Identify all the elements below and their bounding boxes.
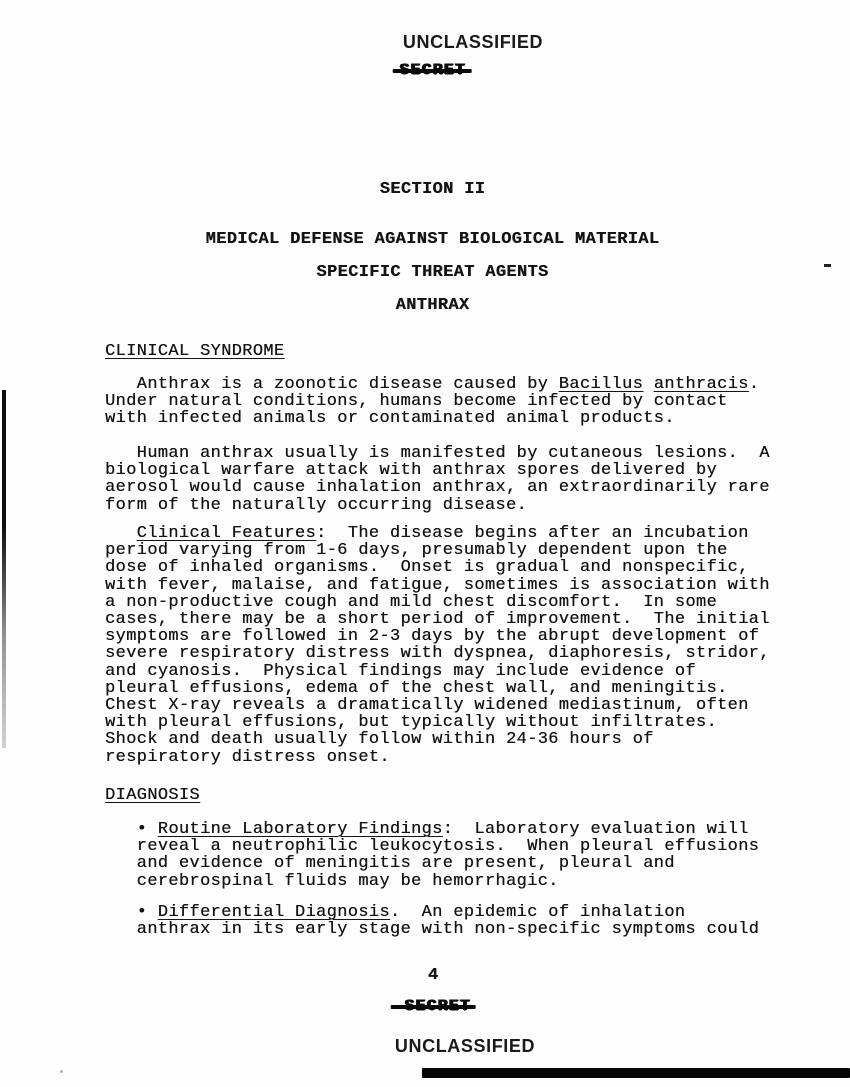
text-line: Chest X-ray reveals a dramatically widened mediastinum, often <box>105 696 749 716</box>
document-subtitle: SPECIFIC THREAT AGENTS <box>316 263 549 282</box>
classification-banner-bottom: UNCLASSIFIED <box>394 1036 536 1056</box>
text-line: with infected animals or contaminated animal products. <box>105 409 675 429</box>
page-number: 4 <box>427 966 439 985</box>
text-line: • Routine Laboratory Findings: Laboratory evaluation will <box>105 820 749 839</box>
bullet-routine-laboratory-findings <box>105 821 805 890</box>
text-line: Anthrax is a zoonotic disease caused by Bacillus anthracis. <box>105 375 760 394</box>
struck-secret-stamp-top <box>400 61 467 79</box>
text-line: with pleural effusions, but typically without infiltrates. <box>105 713 717 733</box>
diagnosis-heading: DIAGNOSIS <box>105 786 200 805</box>
text-line: Shock and death usually follow within 24-36 hours of <box>105 730 654 750</box>
margin-dash-mark <box>824 264 831 267</box>
text-line: aerosol would cause inhalation anthrax, an extraordinarily rare <box>105 478 770 498</box>
text-line: cerebrospinal fluids may be hemorrhagic. <box>105 871 559 891</box>
text-line: dose of inhaled organisms. Onset is gradual and nonspecific, <box>105 558 749 578</box>
text-line: pleural effusions, edema of the chest wall, and meningitis. <box>105 678 728 698</box>
margin-change-bar <box>2 390 6 748</box>
agent-heading: ANTHRAX <box>395 296 470 315</box>
document-title: MEDICAL DEFENSE AGAINST BIOLOGICAL MATERIAL <box>205 230 660 249</box>
text-line: anthrax in its early stage with non-specific symptoms could <box>105 920 760 940</box>
classification-banner-top: UNCLASSIFIED <box>402 32 544 52</box>
struck-secret-stamp-bottom <box>405 997 472 1015</box>
section-heading: SECTION II <box>379 180 486 199</box>
clinical-syndrome-heading: CLINICAL SYNDROME <box>105 342 285 361</box>
text-line: cases, there may be a short period of improvement. The initial <box>105 610 770 630</box>
text-line: severe respiratory distress with dyspnea, diaphoresis, stridor, <box>105 644 770 664</box>
paragraph-zoonotic-intro <box>105 376 805 428</box>
strikethrough-mark <box>391 1005 476 1009</box>
redaction-bar <box>422 1068 850 1078</box>
text-line: Clinical Features: The disease begins after an incubation <box>136 524 749 543</box>
text-line: biological warfare attack with anthrax spores delivered by <box>105 461 717 481</box>
scan-speck <box>60 1070 63 1073</box>
text-line: with fever, malaise, and fatigue, sometimes is association with <box>105 575 770 595</box>
bullet-differential-diagnosis <box>105 904 805 938</box>
text-line: Human anthrax usually is manifested by cutaneous lesions. A <box>105 444 770 463</box>
text-line: • Differential Diagnosis. An epidemic of inhalation <box>105 903 686 922</box>
paragraph-human-anthrax <box>105 445 805 514</box>
text-line: a non-productive cough and mild chest discomfort. In some <box>105 592 717 612</box>
text-line: and cyanosis. Physical findings may include evidence of <box>105 661 696 681</box>
text-line: symptoms are followed in 2-3 days by the abrupt development of <box>105 627 760 647</box>
strikethrough-mark <box>393 69 472 73</box>
text-line: Under natural conditions, humans become infected by contact <box>105 392 728 412</box>
text-line: period varying from 1-6 days, presumably dependent upon the <box>105 541 728 561</box>
paragraph-clinical-features <box>105 525 805 766</box>
text-line: and evidence of meningitis are present, pleural and <box>105 854 675 874</box>
text-line: reveal a neutrophilic leukocytosis. When pleural effusions <box>105 837 760 857</box>
text-line: respiratory distress onset. <box>105 747 390 767</box>
text-line: form of the naturally occurring disease. <box>105 495 528 515</box>
